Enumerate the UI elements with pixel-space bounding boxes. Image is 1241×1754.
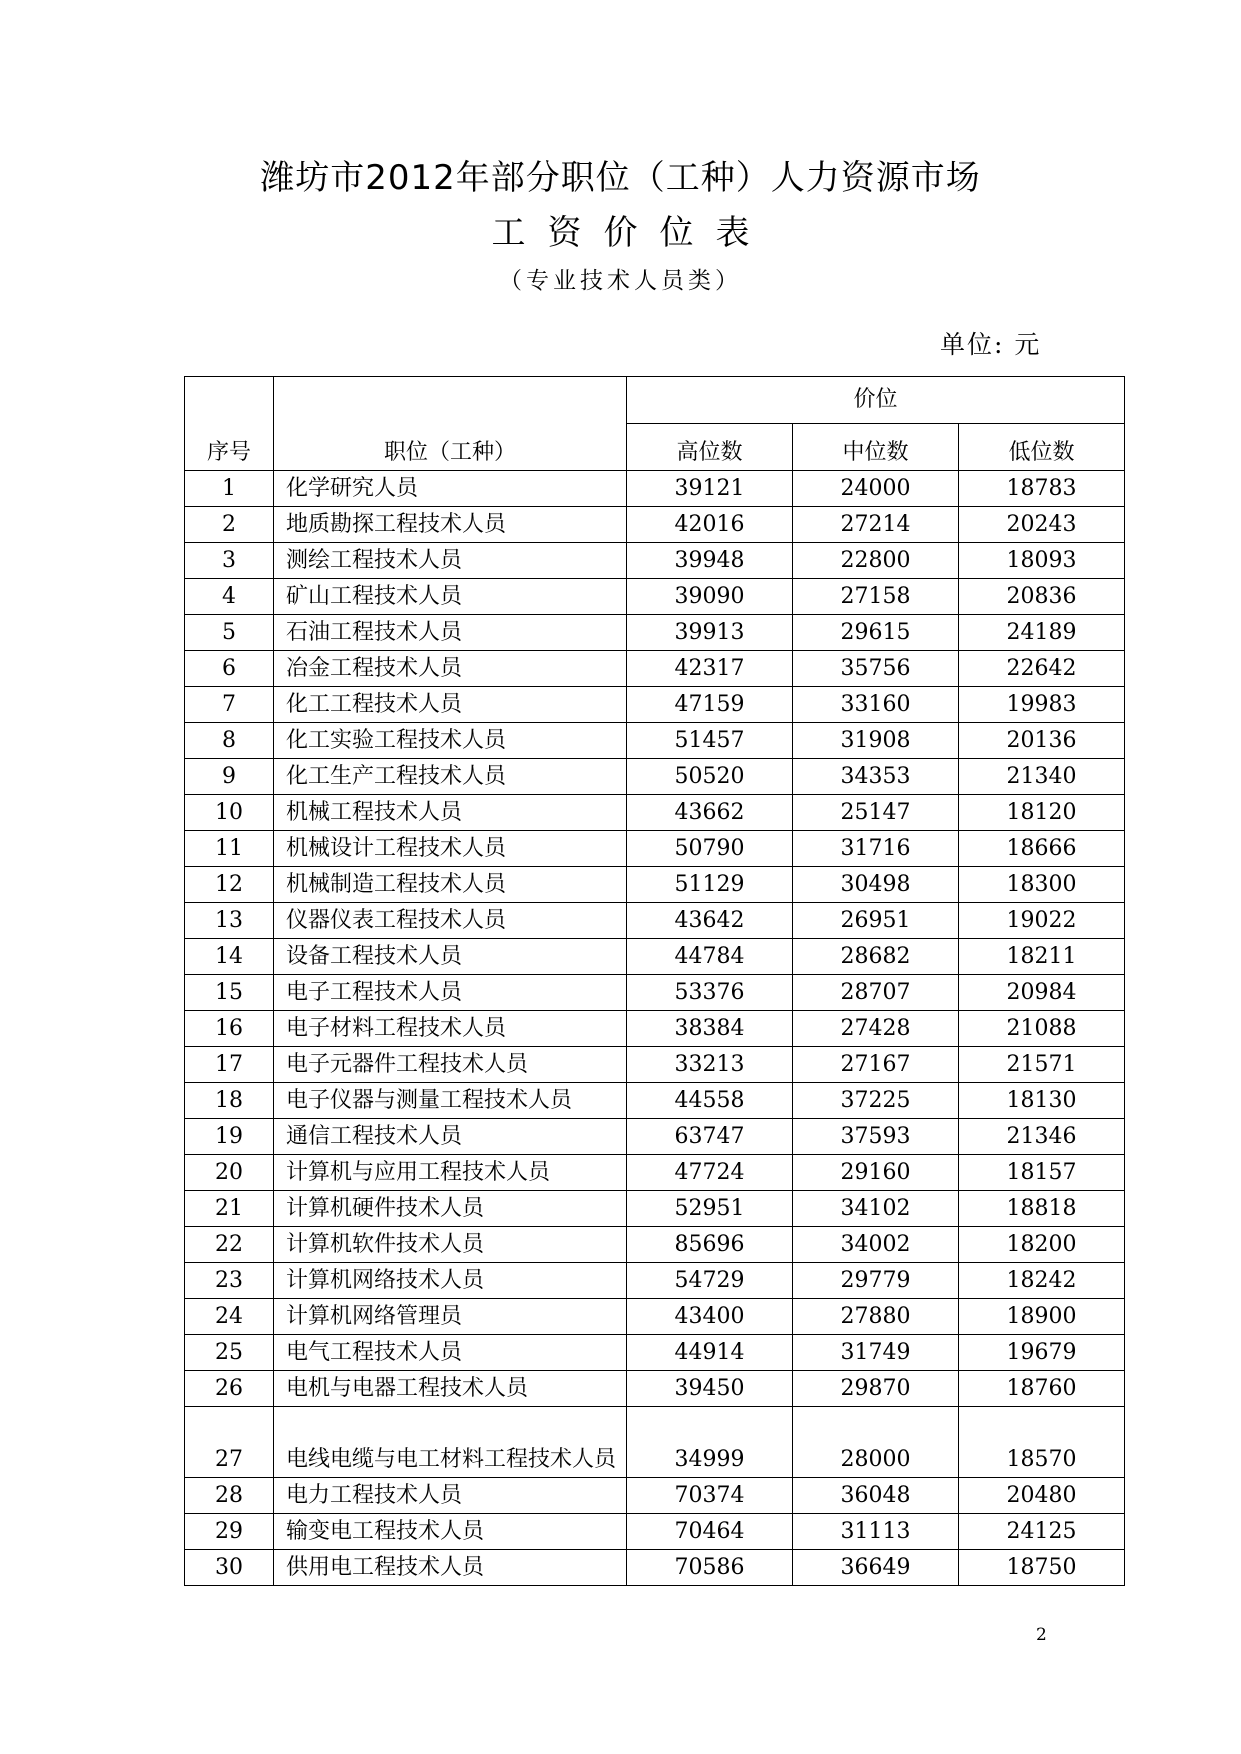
row-index: 22: [185, 1227, 274, 1263]
row-mid-value: 24000: [793, 471, 959, 507]
row-index: 7: [185, 687, 274, 723]
table-row: [185, 543, 1125, 579]
row-high-value: 54729: [627, 1263, 793, 1299]
row-mid-value: 27428: [793, 1011, 959, 1047]
row-low-value: 18211: [959, 939, 1125, 975]
row-mid-value: 28707: [793, 975, 959, 1011]
header-index: 序号: [185, 377, 274, 471]
row-mid-value: 26951: [793, 903, 959, 939]
row-position-name: 输变电工程技术人员: [274, 1514, 627, 1550]
row-high-value: 44558: [627, 1083, 793, 1119]
table-row: [185, 1478, 1125, 1514]
row-low-value: 22642: [959, 651, 1125, 687]
row-low-value: 18900: [959, 1299, 1125, 1335]
row-index: 28: [185, 1478, 274, 1514]
row-position-name: 设备工程技术人员: [274, 939, 627, 975]
row-low-value: 19679: [959, 1335, 1125, 1371]
row-low-value: 24125: [959, 1514, 1125, 1550]
row-mid-value: 25147: [793, 795, 959, 831]
table-row: [185, 651, 1125, 687]
row-index: 24: [185, 1299, 274, 1335]
row-low-value: 20836: [959, 579, 1125, 615]
row-high-value: 53376: [627, 975, 793, 1011]
header-high: 高位数: [627, 424, 793, 471]
table-row: [185, 1263, 1125, 1299]
table-row: [185, 1371, 1125, 1407]
row-low-value: 18760: [959, 1371, 1125, 1407]
row-mid-value: 31113: [793, 1514, 959, 1550]
table-row: [185, 903, 1125, 939]
row-index: 27: [185, 1407, 274, 1478]
row-high-value: 70374: [627, 1478, 793, 1514]
document-title-line2: 工资价位表: [491, 213, 772, 253]
row-high-value: 39913: [627, 615, 793, 651]
row-position-name: 化工实验工程技术人员: [274, 723, 627, 759]
row-high-value: 43662: [627, 795, 793, 831]
row-index: 30: [185, 1550, 274, 1586]
row-position-name: 机械工程技术人员: [274, 795, 627, 831]
row-low-value: 21088: [959, 1011, 1125, 1047]
table-row: [185, 687, 1125, 723]
row-index: 19: [185, 1119, 274, 1155]
row-high-value: 38384: [627, 1011, 793, 1047]
header-position: 职位（工种）: [274, 377, 627, 471]
table-body: [185, 471, 1125, 1586]
document-title: 潍坊市2012年部分职位（工种）人力资源市场: [260, 158, 981, 198]
row-mid-value: 22800: [793, 543, 959, 579]
row-high-value: 33213: [627, 1047, 793, 1083]
row-index: 2: [185, 507, 274, 543]
row-high-value: 50790: [627, 831, 793, 867]
table-row: [185, 795, 1125, 831]
row-position-name: 机械制造工程技术人员: [274, 867, 627, 903]
table-row: [185, 1299, 1125, 1335]
header-price-group: 价位: [627, 377, 1125, 424]
row-low-value: 19983: [959, 687, 1125, 723]
table-row: [185, 759, 1125, 795]
row-index: 16: [185, 1011, 274, 1047]
row-mid-value: 27214: [793, 507, 959, 543]
row-index: 5: [185, 615, 274, 651]
row-position-name: 测绘工程技术人员: [274, 543, 627, 579]
row-high-value: 39090: [627, 579, 793, 615]
row-index: 13: [185, 903, 274, 939]
row-index: 8: [185, 723, 274, 759]
row-mid-value: 29615: [793, 615, 959, 651]
row-index: 3: [185, 543, 274, 579]
row-index: 11: [185, 831, 274, 867]
table-row: [185, 1550, 1125, 1586]
row-index: 1: [185, 471, 274, 507]
table-row: [185, 579, 1125, 615]
row-high-value: 85696: [627, 1227, 793, 1263]
row-mid-value: 28682: [793, 939, 959, 975]
table-row: [185, 1191, 1125, 1227]
row-low-value: 20243: [959, 507, 1125, 543]
row-low-value: 18300: [959, 867, 1125, 903]
table-row: [185, 867, 1125, 903]
table-row: [185, 723, 1125, 759]
row-mid-value: 36649: [793, 1550, 959, 1586]
row-index: 29: [185, 1514, 274, 1550]
table-header-row: [185, 377, 1125, 424]
row-high-value: 39948: [627, 543, 793, 579]
row-high-value: 43400: [627, 1299, 793, 1335]
row-high-value: 50520: [627, 759, 793, 795]
row-index: 20: [185, 1155, 274, 1191]
row-high-value: 47724: [627, 1155, 793, 1191]
row-low-value: 18783: [959, 471, 1125, 507]
row-index: 18: [185, 1083, 274, 1119]
table-row: [185, 471, 1125, 507]
row-position-name: 地质勘探工程技术人员: [274, 507, 627, 543]
row-low-value: 24189: [959, 615, 1125, 651]
row-position-name: 计算机软件技术人员: [274, 1227, 627, 1263]
table-row: [185, 831, 1125, 867]
row-mid-value: 35756: [793, 651, 959, 687]
row-high-value: 43642: [627, 903, 793, 939]
row-position-name: 电机与电器工程技术人员: [274, 1371, 627, 1407]
row-high-value: 52951: [627, 1191, 793, 1227]
row-position-name: 通信工程技术人员: [274, 1119, 627, 1155]
row-low-value: 18666: [959, 831, 1125, 867]
row-index: 12: [185, 867, 274, 903]
row-mid-value: 30498: [793, 867, 959, 903]
row-low-value: 21346: [959, 1119, 1125, 1155]
unit-label: 单位: 元: [940, 330, 1042, 359]
row-position-name: 计算机网络管理员: [274, 1299, 627, 1335]
row-low-value: 18200: [959, 1227, 1125, 1263]
row-position-name: 冶金工程技术人员: [274, 651, 627, 687]
row-mid-value: 36048: [793, 1478, 959, 1514]
row-mid-value: 27167: [793, 1047, 959, 1083]
row-mid-value: 37225: [793, 1083, 959, 1119]
page-number: 2: [1036, 1625, 1047, 1645]
row-low-value: 20136: [959, 723, 1125, 759]
table-row: [185, 1407, 1125, 1478]
row-mid-value: 33160: [793, 687, 959, 723]
row-high-value: 42016: [627, 507, 793, 543]
row-index: 15: [185, 975, 274, 1011]
row-high-value: 51129: [627, 867, 793, 903]
table-row: [185, 1011, 1125, 1047]
row-high-value: 70586: [627, 1550, 793, 1586]
row-position-name: 仪器仪表工程技术人员: [274, 903, 627, 939]
row-mid-value: 31749: [793, 1335, 959, 1371]
table-row: [185, 1083, 1125, 1119]
row-position-name: 石油工程技术人员: [274, 615, 627, 651]
row-low-value: 21571: [959, 1047, 1125, 1083]
row-mid-value: 34102: [793, 1191, 959, 1227]
table-row: [185, 507, 1125, 543]
row-low-value: 18570: [959, 1407, 1125, 1478]
row-position-name: 电气工程技术人员: [274, 1335, 627, 1371]
row-index: 17: [185, 1047, 274, 1083]
row-low-value: 20480: [959, 1478, 1125, 1514]
table-row: [185, 615, 1125, 651]
row-position-name: 电子工程技术人员: [274, 975, 627, 1011]
row-index: 4: [185, 579, 274, 615]
header-low: 低位数: [959, 424, 1125, 471]
row-low-value: 18242: [959, 1263, 1125, 1299]
row-position-name: 电子元器件工程技术人员: [274, 1047, 627, 1083]
row-low-value: 18120: [959, 795, 1125, 831]
row-high-value: 42317: [627, 651, 793, 687]
row-low-value: 18130: [959, 1083, 1125, 1119]
row-mid-value: 28000: [793, 1407, 959, 1478]
row-index: 26: [185, 1371, 274, 1407]
row-position-name: 计算机硬件技术人员: [274, 1191, 627, 1227]
row-position-name: 电子仪器与测量工程技术人员: [274, 1083, 627, 1119]
row-mid-value: 27158: [793, 579, 959, 615]
row-index: 10: [185, 795, 274, 831]
row-position-name: 电力工程技术人员: [274, 1478, 627, 1514]
row-low-value: 18818: [959, 1191, 1125, 1227]
table-row: [185, 1227, 1125, 1263]
row-index: 23: [185, 1263, 274, 1299]
row-position-name: 计算机网络技术人员: [274, 1263, 627, 1299]
row-mid-value: 37593: [793, 1119, 959, 1155]
header-mid: 中位数: [793, 424, 959, 471]
row-position-name: 电线电缆与电工材料工程技术人员: [274, 1407, 627, 1478]
table-row: [185, 975, 1125, 1011]
table-row: [185, 939, 1125, 975]
table-row: [185, 1047, 1125, 1083]
row-mid-value: 29160: [793, 1155, 959, 1191]
row-high-value: 63747: [627, 1119, 793, 1155]
row-high-value: 51457: [627, 723, 793, 759]
row-mid-value: 29870: [793, 1371, 959, 1407]
row-mid-value: 31716: [793, 831, 959, 867]
row-position-name: 化工生产工程技术人员: [274, 759, 627, 795]
row-mid-value: 31908: [793, 723, 959, 759]
row-position-name: 化工工程技术人员: [274, 687, 627, 723]
row-low-value: 18157: [959, 1155, 1125, 1191]
row-index: 25: [185, 1335, 274, 1371]
table-row: [185, 1155, 1125, 1191]
row-index: 6: [185, 651, 274, 687]
row-position-name: 电子材料工程技术人员: [274, 1011, 627, 1047]
row-position-name: 矿山工程技术人员: [274, 579, 627, 615]
row-position-name: 供用电工程技术人员: [274, 1550, 627, 1586]
row-high-value: 44914: [627, 1335, 793, 1371]
row-mid-value: 34353: [793, 759, 959, 795]
row-mid-value: 29779: [793, 1263, 959, 1299]
row-index: 9: [185, 759, 274, 795]
row-low-value: 18750: [959, 1550, 1125, 1586]
row-index: 21: [185, 1191, 274, 1227]
row-position-name: 化学研究人员: [274, 471, 627, 507]
row-index: 14: [185, 939, 274, 975]
row-high-value: 47159: [627, 687, 793, 723]
row-high-value: 34999: [627, 1407, 793, 1478]
row-high-value: 39450: [627, 1371, 793, 1407]
row-position-name: 机械设计工程技术人员: [274, 831, 627, 867]
table-row: [185, 1335, 1125, 1371]
row-low-value: 21340: [959, 759, 1125, 795]
row-low-value: 18093: [959, 543, 1125, 579]
row-high-value: 70464: [627, 1514, 793, 1550]
row-mid-value: 27880: [793, 1299, 959, 1335]
document-subtitle: （专业技术人员类）: [499, 268, 742, 294]
row-low-value: 20984: [959, 975, 1125, 1011]
row-high-value: 44784: [627, 939, 793, 975]
row-high-value: 39121: [627, 471, 793, 507]
row-low-value: 19022: [959, 903, 1125, 939]
table-row: [185, 1119, 1125, 1155]
row-mid-value: 34002: [793, 1227, 959, 1263]
wage-table: [184, 376, 1125, 1586]
table-row: [185, 1514, 1125, 1550]
row-position-name: 计算机与应用工程技术人员: [274, 1155, 627, 1191]
